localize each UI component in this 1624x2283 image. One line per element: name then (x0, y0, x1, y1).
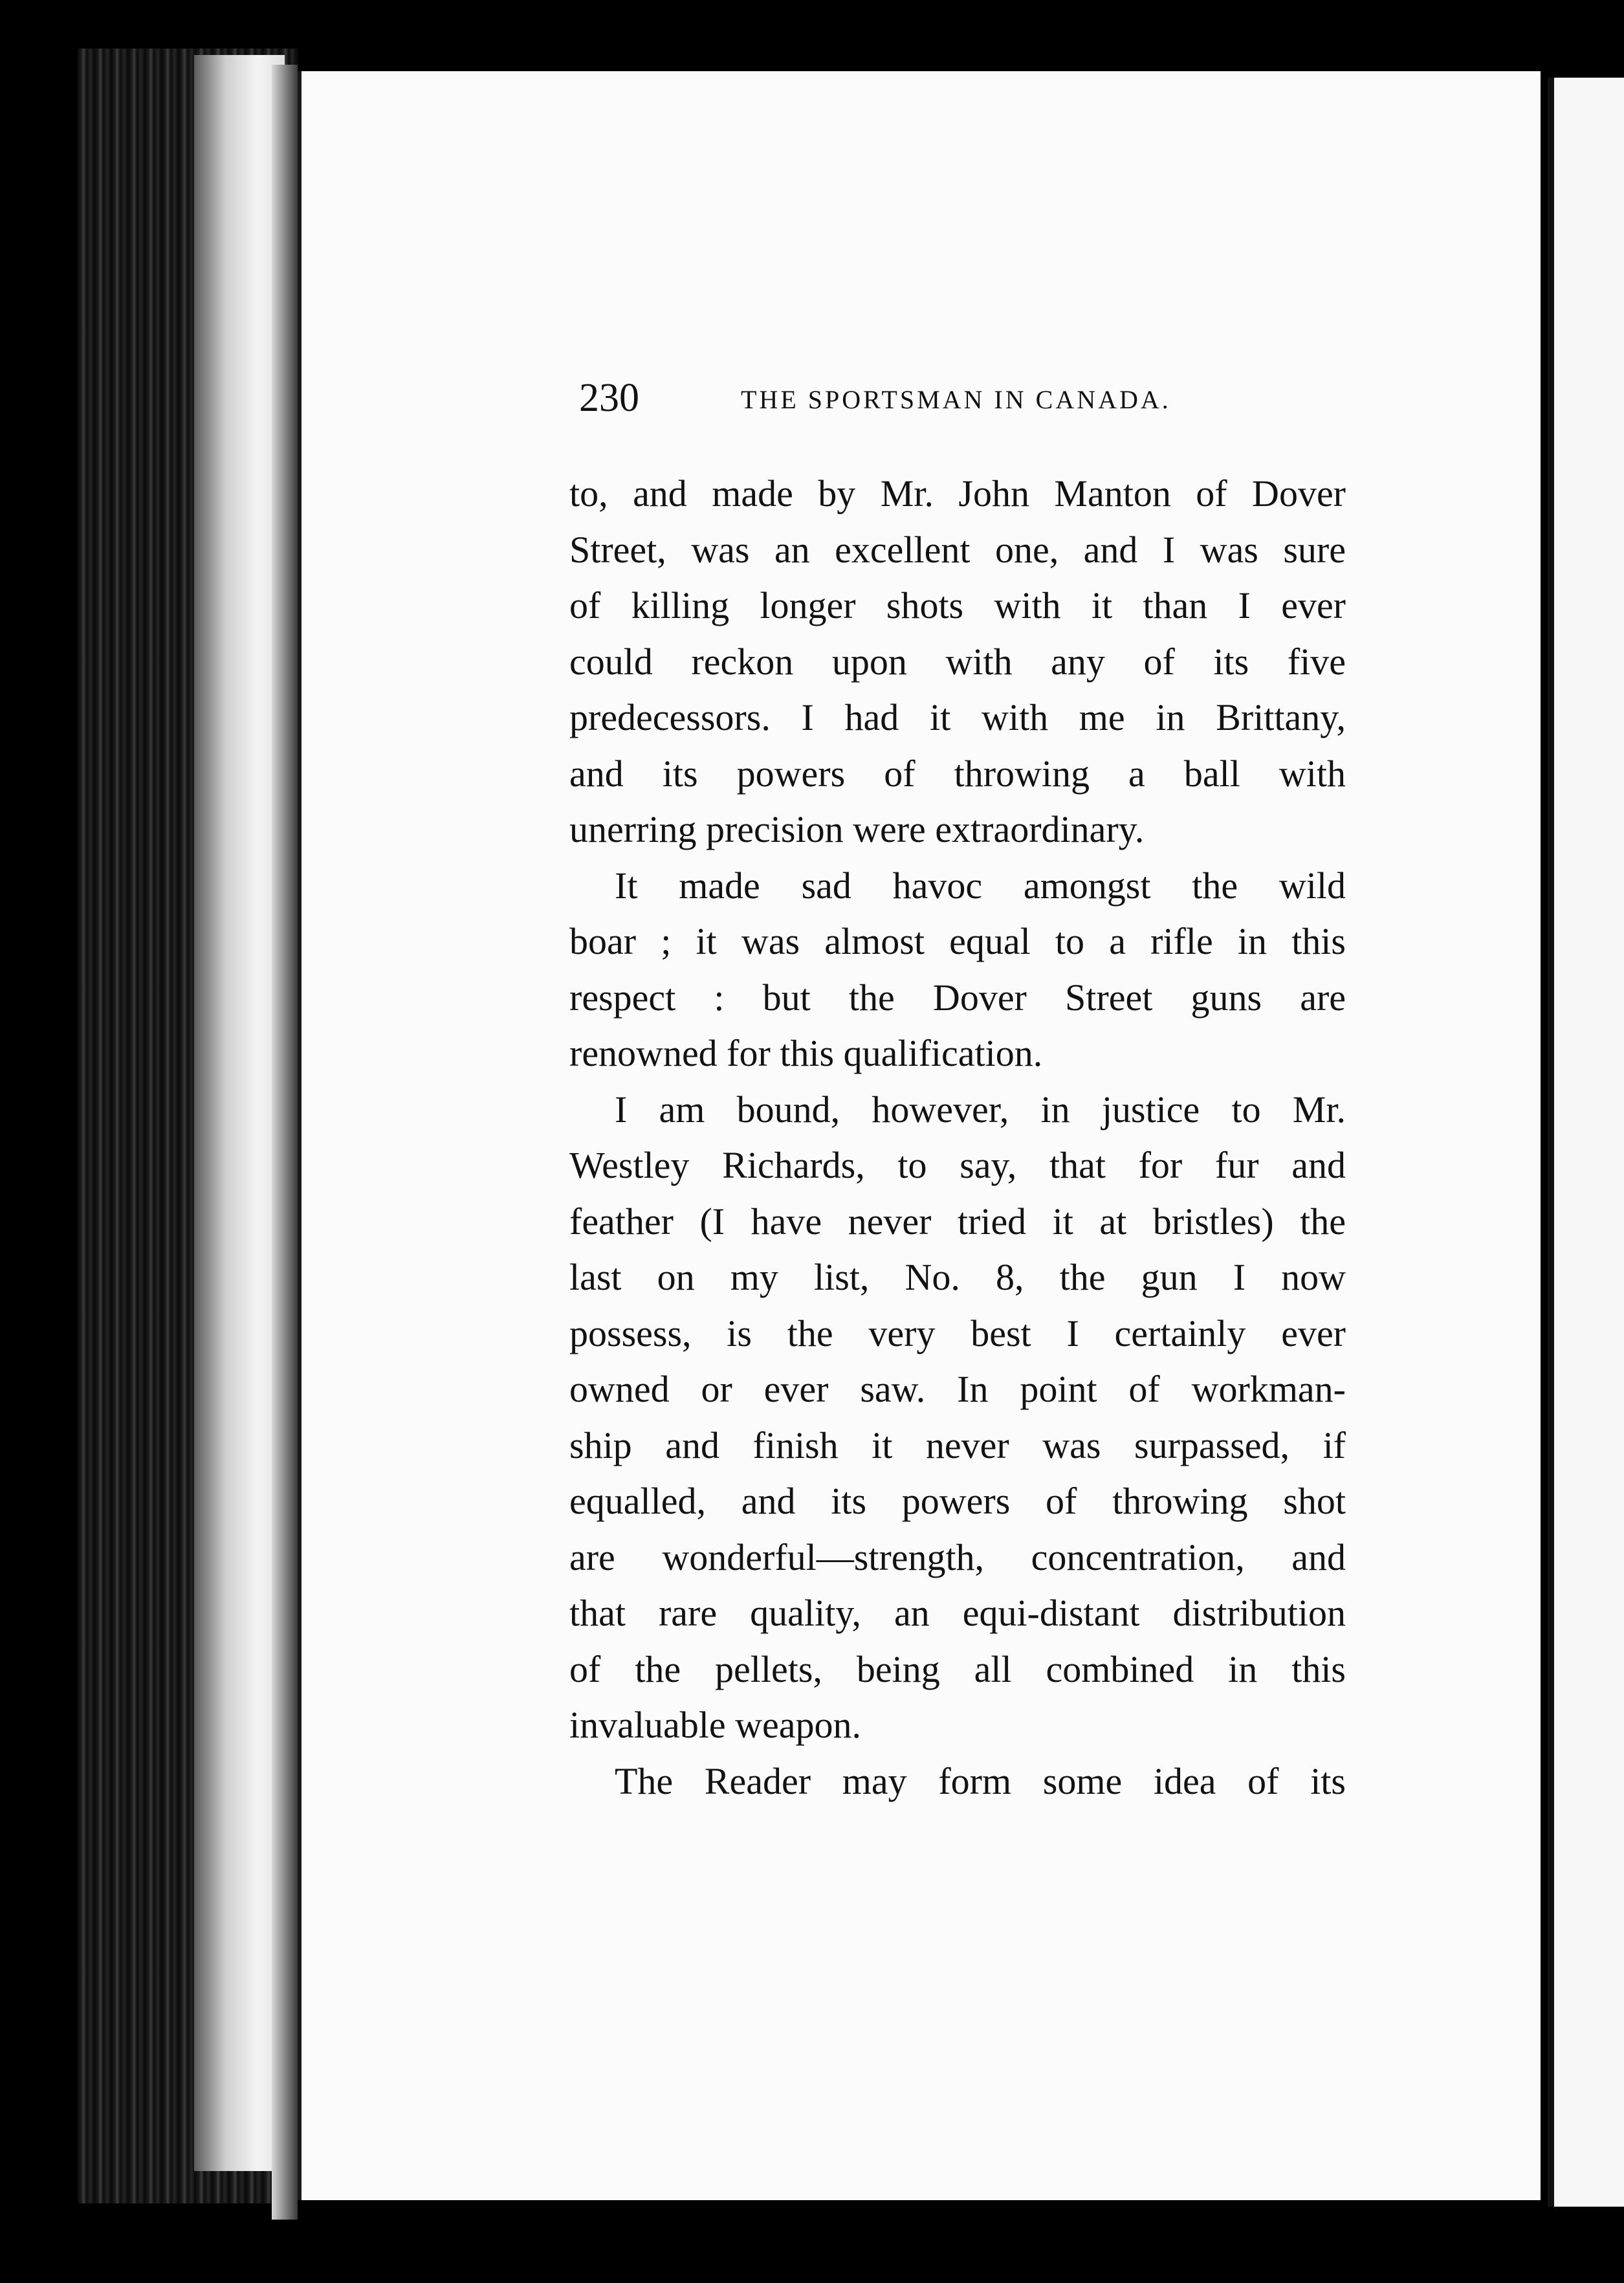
text-line: of the pellets, being all combined in this (569, 1648, 1346, 1690)
page-edge-highlight (194, 55, 285, 2171)
page-header (579, 372, 1349, 424)
text-line: The Reader may form some idea of its (615, 1759, 1346, 1802)
text-line: ship and finish it never was surpassed, if (569, 1424, 1346, 1466)
text-line: renowned for this qualification. (569, 1032, 1043, 1074)
text-line: to, and made by Mr. John Manton of Dover (569, 472, 1346, 514)
text-line: owned or ever saw. In point of workman- (569, 1368, 1346, 1410)
text-line: predecessors. I had it with me in Brittany, (569, 696, 1346, 738)
text-line: It made sad havoc amongst the wild (615, 864, 1346, 907)
text-line: respect : but the Dover Street guns are (569, 976, 1346, 1019)
text-line: possess, is the very best I certainly ever (569, 1312, 1346, 1354)
running-head: THE SPORTSMAN IN CANADA. (741, 385, 1171, 414)
text-line: of killing longer shots with it than I ever (569, 584, 1346, 626)
text-line: I am bound, however, in justice to Mr. (615, 1088, 1346, 1130)
text-line: and its powers of throwing a ball with (569, 752, 1346, 795)
text-line: equalled, and its powers of throwing shot (569, 1480, 1346, 1522)
page-number: 230 (579, 376, 639, 420)
text-line: unerring precision were extraordinary. (569, 808, 1145, 850)
body-text (569, 466, 1346, 1809)
adjacent-page-edge (1548, 78, 1624, 2207)
text-line: boar ; it was almost equal to a rifle in this (569, 920, 1346, 962)
text-line: feather (I have never tried it at bristles) the (569, 1200, 1346, 1242)
text-line: invaluable weapon. (569, 1704, 861, 1746)
text-line: last on my list, No. 8, the gun I now (569, 1256, 1346, 1298)
text-line: are wonderful—strength, concentration, and (569, 1536, 1346, 1578)
text-line: Street, was an excellent one, and I was sure (569, 528, 1346, 571)
book-gutter (272, 65, 298, 2220)
text-line: Westley Richards, to say, that for fur and (569, 1144, 1346, 1186)
text-line: could reckon upon with any of its five (569, 640, 1346, 683)
text-line: that rare quality, an equi-distant distribution (569, 1592, 1346, 1634)
